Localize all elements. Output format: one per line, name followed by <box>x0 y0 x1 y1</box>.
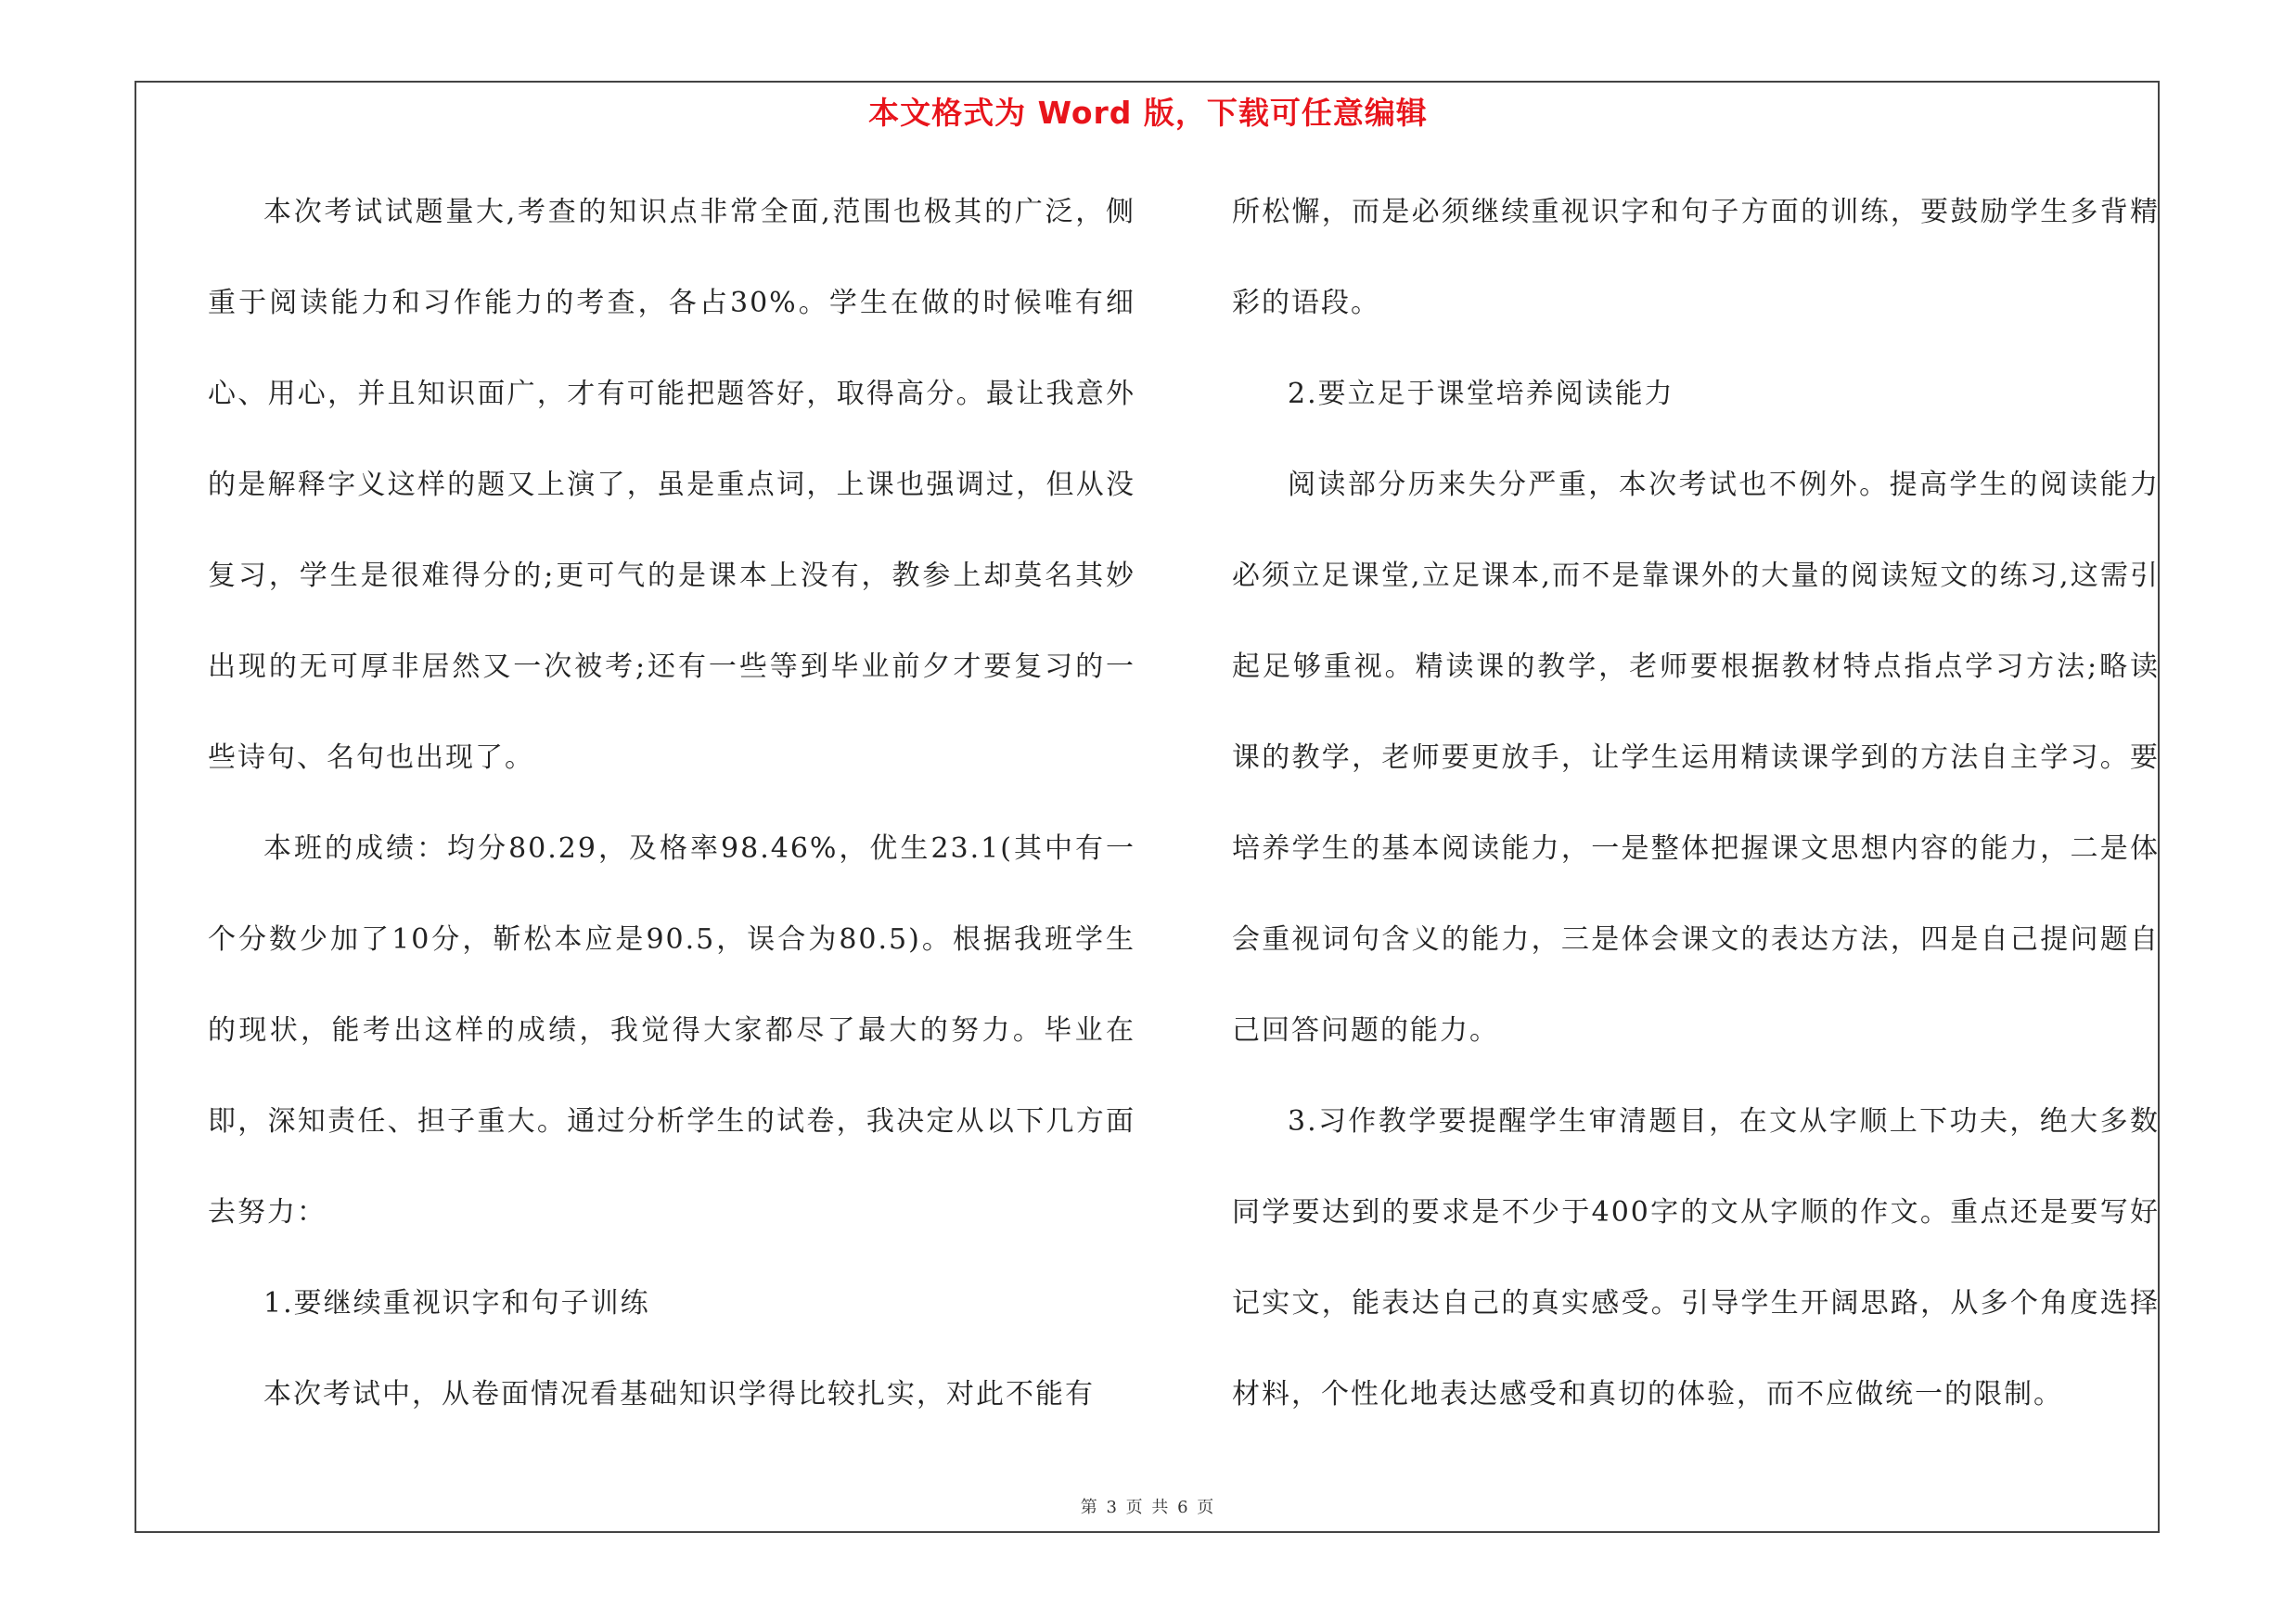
heading-point-2: 2.要立足于课堂培养阅读能力 <box>1288 378 1674 410</box>
paragraph-point-2: 阅读部分历来失分严重，本次考试也不例外。提高学生的阅读能力必须立足课堂,立足课本,而不是靠课外的大量的阅读短文的练习,这需引起足够重视。精读课的教学，老师要根据教材特点指点学习方法;略读课的教学，老师要更放手，让学生运用精读课学到的方法自主学习。要培养学生的基本阅读能力，一是整体把握课文思想内容的能力，二是体会重视词句含义的能力，三是体会课文的表达方法，四是自己提问题自己回答问题的能力。 <box>1232 469 2160 1047</box>
paragraph-point-3: 3.习作教学要提醒学生审清题目，在文从字顺上下功夫，绝大多数同学要达到的要求是不少于400字的文从字顺的作文。重点还是要写好记实文，能表达自己的真实感受。引导学生开阔思路，从多个角度选择材料，个性化地表达感受和真切的体验，而不应做统一的限制。 <box>1232 1105 2160 1410</box>
paragraph-point-1-continued: 所松懈，而是必须继续重视识字和句子方面的训练，要鼓励学生多背精彩的语段。 <box>1232 196 2160 319</box>
page-number-footer: 第 3 页 共 6 页 <box>1080 1498 1216 1517</box>
left-column <box>208 167 1135 1440</box>
right-column <box>1232 167 2160 1440</box>
paragraph-point-1: 本次考试中，从卷面情况看基础知识学得比较扎实，对此不能有 <box>263 1378 1095 1410</box>
paragraph-exam-overview: 本次考试试题量大,考查的知识点非常全面,范围也极其的广泛，侧重于阅读能力和习作能力的考查，各占30%。学生在做的时候唯有细心、用心，并且知识面广，才有可能把题答好，取得高分。最让我意外的是解释字义这样的题又上演了，虽是重点词，上课也强调过，但从没复习，学生是很难得分的;更可气的是课本上没有，教参上却莫名其妙出现的无可厚非居然又一次被考;还有一些等到毕业前夕才要复习的一些诗句、名句也出现了。 <box>208 196 1135 774</box>
format-banner: 本文格式为 Word 版，下载可任意编辑 <box>868 95 1428 131</box>
heading-point-1: 1.要继续重视识字和句子训练 <box>263 1287 650 1320</box>
paragraph-class-results: 本班的成绩：均分80.29，及格率98.46%，优生23.1(其中有一个分数少加了10分，靳松本应是90.5，误合为80.5)。根据我班学生的现状，能考出这样的成绩，我觉得大家都尽了最大的努力。毕业在即，深知责任、担子重大。通过分析学生的试卷，我决定从以下几方面去努力： <box>208 832 1135 1229</box>
